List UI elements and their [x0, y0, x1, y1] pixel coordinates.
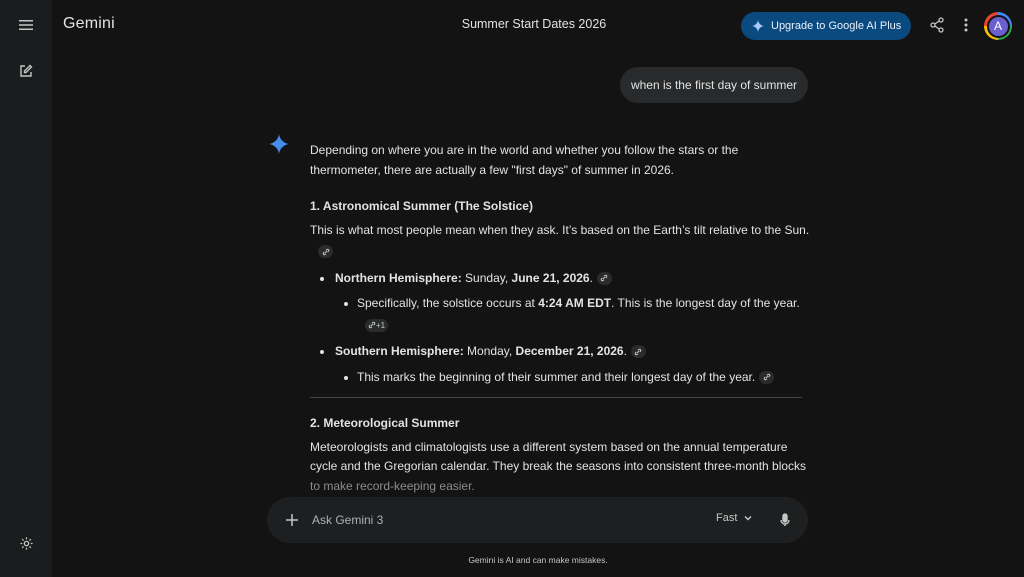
section-body-text: Meteorologists and climatologists use a different system based on the annual temperature cycle and the Gregorian calendar. They break the seasons into consistent three-month blocks: [310, 439, 807, 473]
mode-label: Fast: [716, 512, 738, 524]
sub-text: Specifically, the solstice occurs at: [357, 296, 535, 310]
upgrade-label: Upgrade to Google AI Plus: [771, 20, 902, 32]
item-day: Monday,: [467, 344, 513, 358]
hemisphere-list: [310, 269, 810, 388]
model-mode-selector[interactable]: [716, 512, 753, 524]
main-area: [52, 0, 1024, 577]
avatar-initial: A: [987, 15, 1010, 38]
share-icon[interactable]: [928, 16, 946, 34]
user-message: when is the first day of summer: [620, 67, 808, 103]
more-options-icon[interactable]: [957, 16, 975, 34]
sub-list-item: [335, 368, 810, 388]
prompt-input[interactable]: [312, 510, 652, 530]
item-label: Southern Hemisphere:: [335, 344, 464, 358]
top-bar: [52, 0, 1024, 50]
source-link-chip[interactable]: [318, 245, 333, 258]
account-avatar[interactable]: [984, 12, 1012, 40]
section-body: [310, 438, 810, 497]
settings-gear-icon[interactable]: [14, 531, 38, 555]
section-body-text: This is what most people mean when they ask. It’s based on the Earth’s tilt relative to the Sun.: [310, 222, 810, 237]
link-icon: [763, 373, 771, 381]
section-body: [310, 221, 810, 262]
side-rail: [0, 0, 52, 577]
link-icon: [368, 321, 376, 329]
source-count: +1: [376, 320, 386, 330]
sub-time: 4:24 AM EDT: [538, 296, 612, 310]
sub-text-end: . This is the longest day of the year.: [611, 296, 800, 310]
gemini-sparkle-icon: [269, 134, 289, 154]
sub-list: [335, 294, 810, 335]
upgrade-button[interactable]: [741, 12, 911, 40]
sparkle-icon: [752, 20, 764, 32]
menu-icon[interactable]: [14, 13, 38, 37]
sub-text: This marks the beginning of their summer and their longest day of the year.: [357, 369, 756, 384]
add-attachment-icon[interactable]: [283, 511, 301, 529]
item-date: December 21, 2026: [515, 344, 624, 358]
item-date: June 21, 2026: [511, 270, 590, 285]
section-divider: [310, 397, 802, 398]
source-link-chip[interactable]: [759, 371, 774, 384]
link-icon: [634, 348, 642, 356]
response-intro: Depending on where you are in the world and whether you follow the stars or the thermometer, there are actually a few "first days" of summer in 2026.: [310, 143, 739, 177]
source-link-chip[interactable]: [631, 345, 646, 358]
link-icon: [322, 248, 330, 256]
conversation-title: Summer Start Dates 2026: [461, 17, 607, 31]
model-response: [310, 141, 810, 496]
ai-disclaimer: Gemini is AI and can make mistakes.: [468, 555, 608, 565]
microphone-icon[interactable]: [776, 511, 794, 529]
list-item: Northern Hemisphere: Sunday, June 21, 2026. Specifically, the solstice occurs at 4:24 AM EDT. This is the longest day of the year. +1: [310, 269, 810, 336]
list-item: Southern Hemisphere: Monday, December 21, 2026. This marks the beginning of their summer and their longest day of the year.: [310, 342, 810, 387]
item-label: Northern Hemisphere:: [335, 270, 462, 285]
section-body-faded: to make record-keeping easier.: [310, 478, 475, 493]
sub-list: [335, 368, 810, 388]
link-icon: [600, 274, 608, 282]
source-link-chip[interactable]: [597, 272, 612, 285]
section-heading: 2. Meteorological Summer: [310, 416, 460, 430]
source-link-chip[interactable]: [365, 319, 388, 332]
sub-list-item: [335, 294, 810, 335]
section-heading: 1. Astronomical Summer (The Solstice): [310, 199, 533, 213]
new-chat-icon[interactable]: [14, 59, 38, 83]
prompt-composer: [267, 497, 808, 543]
chevron-down-icon: [743, 513, 753, 523]
brand-title[interactable]: Gemini: [63, 15, 115, 32]
item-day: Sunday,: [465, 270, 509, 285]
